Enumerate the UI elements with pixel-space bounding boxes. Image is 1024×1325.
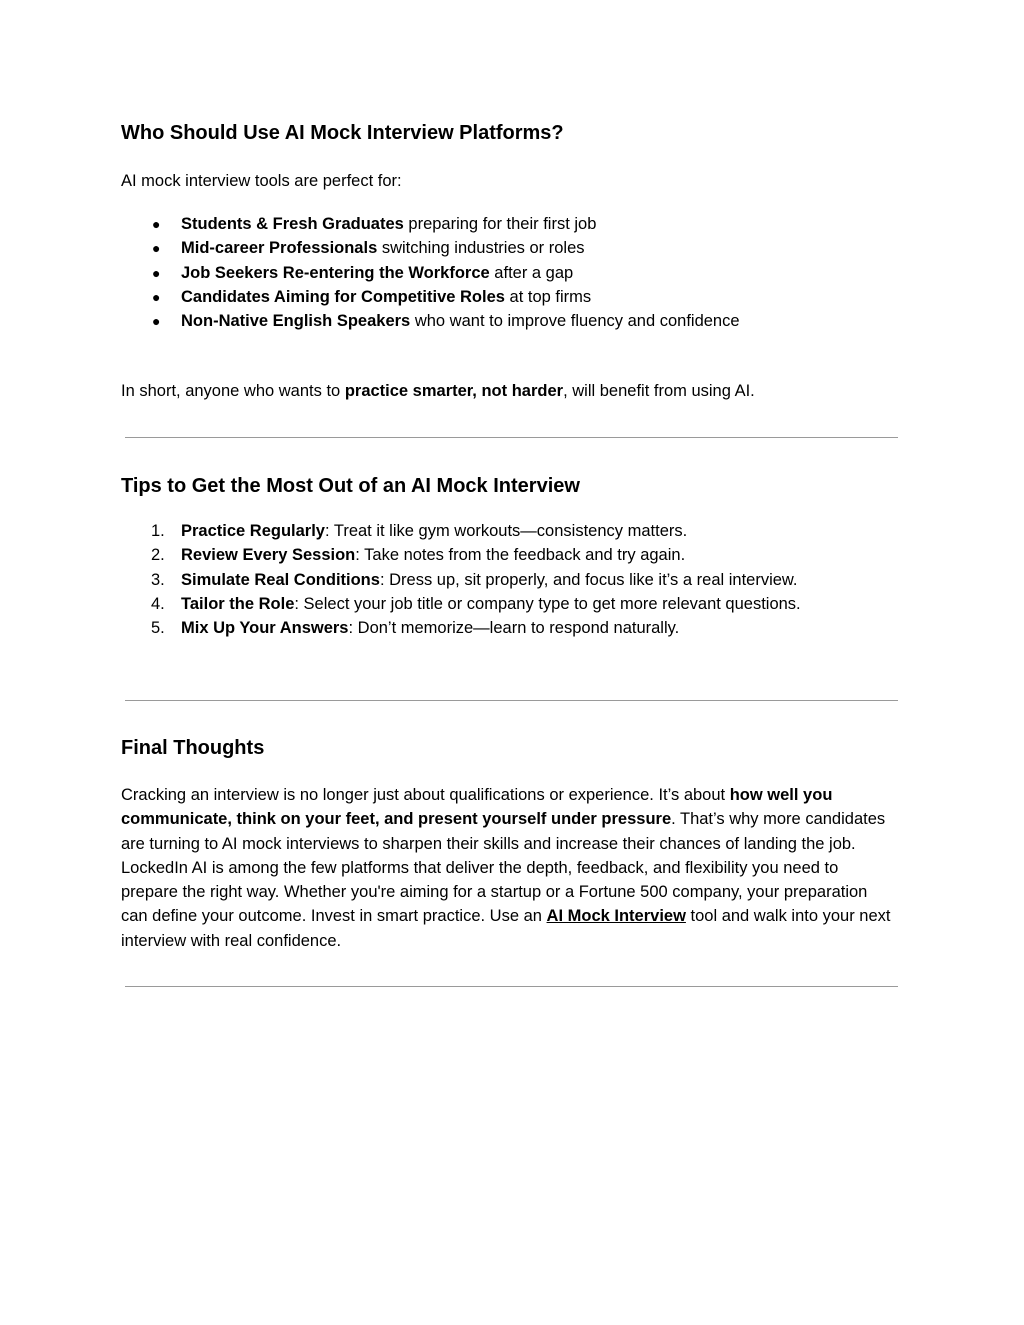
list-number: 5. xyxy=(151,619,165,638)
list-number: 2. xyxy=(151,546,165,565)
bullet-icon: ● xyxy=(152,240,161,257)
section-heading-tips: Tips to Get the Most Out of an AI Mock Interview xyxy=(121,475,580,497)
section-final-thoughts xyxy=(121,736,901,760)
list-item xyxy=(121,212,901,236)
final-text-part: Cracking an interview is no longer just about qualifications or experience. It’s about xyxy=(121,786,730,804)
list-item-bold: Candidates Aiming for Competitive Roles xyxy=(181,287,505,306)
final-text xyxy=(121,783,896,953)
list-item-bold: Mid-career Professionals xyxy=(181,239,378,258)
final-text-part: . That’s why more candidates are turning to AI mock interviews to sharpen their skills and increase their chances of landing the job. LockedIn AI is among the few platforms that deliver the depth, feedback, and flexibility you need to prepare the right way. Whether you're aiming for a startup or a Fortune 500 company, your preparation can define your outcome. Invest in smart practice. Use an xyxy=(121,810,886,926)
intro-text: AI mock interview tools are perfect for: xyxy=(121,172,402,190)
bullet-icon: ● xyxy=(152,288,161,305)
list-item-bold: Simulate Real Conditions xyxy=(181,570,380,589)
bullet-icon: ● xyxy=(152,264,161,281)
summary-text-start: In short, anyone who wants to xyxy=(121,382,345,400)
audience-list-wrapper xyxy=(121,212,901,333)
list-item-text: : Select your job title or company type to get more relevant questions. xyxy=(294,594,801,613)
tips-list xyxy=(121,519,901,640)
summary-text xyxy=(121,379,901,403)
list-number: 4. xyxy=(151,594,165,613)
list-item xyxy=(121,543,901,567)
list-item-text: after a gap xyxy=(489,263,574,282)
list-item-bold: Non-Native English Speakers xyxy=(181,312,411,331)
section-tips xyxy=(121,474,901,498)
list-item xyxy=(121,285,901,309)
list-item-bold: Review Every Session xyxy=(181,546,356,565)
list-item-bold: Practice Regularly xyxy=(181,522,325,540)
section-heading-who: Who Should Use AI Mock Interview Platforms? xyxy=(121,122,564,144)
summary-text-bold: practice smarter, not harder xyxy=(344,382,564,400)
list-item xyxy=(121,519,901,543)
list-item-text: : Dress up, sit properly, and focus like it’s a real interview. xyxy=(379,570,798,589)
list-item xyxy=(121,309,901,333)
list-item-text: preparing for their first job xyxy=(403,215,597,233)
list-number: 3. xyxy=(151,570,165,589)
summary-paragraph xyxy=(121,379,901,403)
horizontal-divider xyxy=(125,986,898,987)
final-text-bold: how well you communicate, think on your feet, and present yourself under pressure xyxy=(121,786,833,829)
horizontal-divider xyxy=(125,437,898,438)
final-text-part: tool and walk into your next interview with real confidence. xyxy=(121,907,891,950)
list-item-text: : Don’t memorize—learn to respond naturally. xyxy=(348,619,680,638)
list-item-bold: Mix Up Your Answers xyxy=(181,619,349,638)
list-item-bold: Tailor the Role xyxy=(181,594,295,613)
section-heading-final: Final Thoughts xyxy=(121,737,265,759)
bullet-icon: ● xyxy=(152,313,161,330)
list-item-text: switching industries or roles xyxy=(377,239,585,258)
list-item xyxy=(121,616,901,640)
list-item xyxy=(121,568,901,592)
list-item xyxy=(121,236,901,260)
list-item-text: : Take notes from the feedback and try again. xyxy=(355,546,686,565)
bullet-icon: ● xyxy=(152,216,161,232)
tips-list-wrapper xyxy=(121,519,901,640)
list-item-text: : Treat it like gym workouts—consistency matters. xyxy=(325,522,688,540)
intro-paragraph xyxy=(121,169,901,193)
summary-text-end: , will benefit from using AI. xyxy=(563,382,755,400)
list-item-text: who want to improve fluency and confidence xyxy=(410,312,740,331)
list-item-text: at top firms xyxy=(504,287,592,306)
list-item xyxy=(121,592,901,616)
horizontal-divider xyxy=(125,700,898,701)
list-number: 1. xyxy=(151,522,165,540)
audience-list xyxy=(121,212,901,333)
final-paragraph xyxy=(121,783,896,953)
section-who-should-use xyxy=(121,121,901,145)
list-item-bold: Students & Fresh Graduates xyxy=(181,215,404,233)
list-item xyxy=(121,261,901,285)
list-item-bold: Job Seekers Re-entering the Workforce xyxy=(181,263,490,282)
ai-mock-interview-link[interactable]: AI Mock Interview xyxy=(546,907,686,926)
